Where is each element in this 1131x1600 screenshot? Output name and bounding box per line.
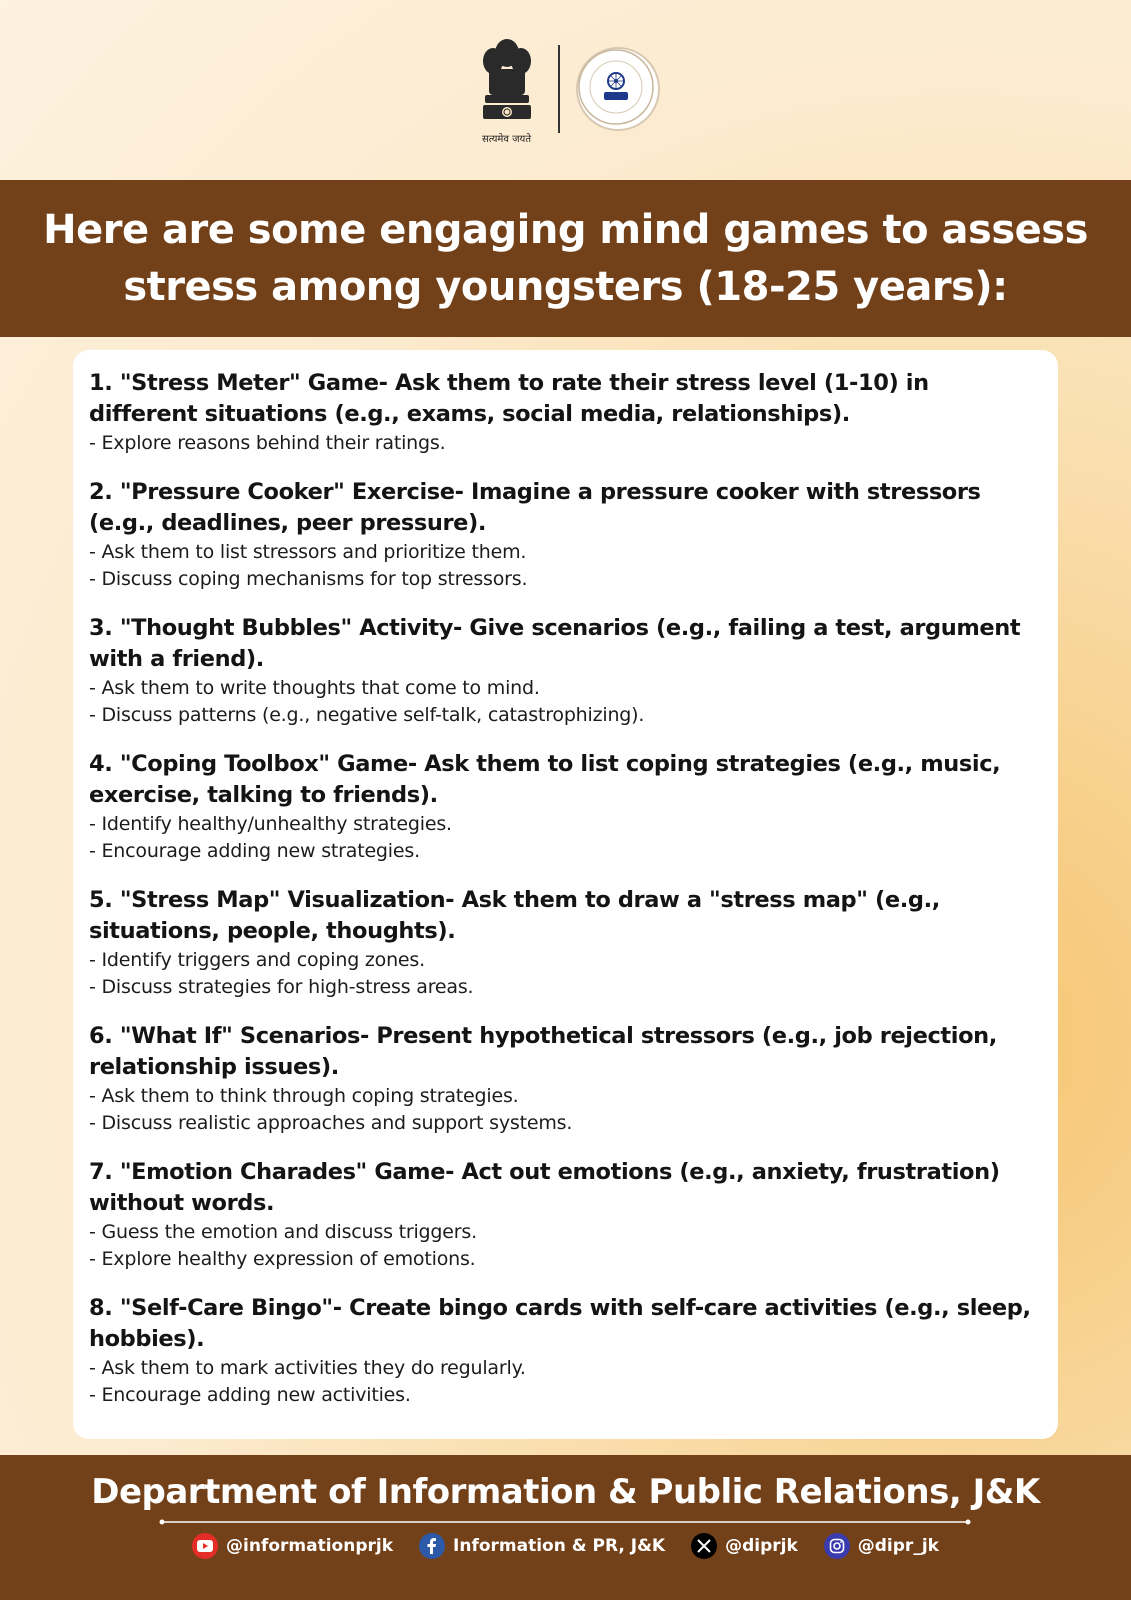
footer-divider (0, 1517, 1131, 1527)
x-icon (691, 1533, 717, 1559)
social-label: Information & PR, J&K (453, 1536, 666, 1556)
footer (0, 1455, 1131, 1600)
social-facebook[interactable] (419, 1533, 665, 1559)
list-item (89, 1293, 1042, 1409)
list-item (89, 749, 1042, 865)
national-emblem (472, 33, 542, 145)
social-label: @diprjk (725, 1536, 798, 1556)
social-x[interactable] (691, 1533, 798, 1559)
item-point: - Ask them to mark activities they do regularly. (89, 1357, 526, 1379)
social-instagram[interactable] (824, 1533, 939, 1559)
item-title: 4. "Coping Toolbox" Game- Ask them to list coping strategies (e.g., music, exercise, talking to friends). (89, 751, 1001, 808)
youtube-icon (192, 1533, 218, 1559)
item-title: 5. "Stress Map" Visualization- Ask them to draw a "stress map" (e.g., situations, people, thoughts). (89, 887, 940, 944)
item-title: 1. "Stress Meter" Game- Ask them to rate their stress level (1-10) in different situations (e.g., exams, social media, relationships). (89, 370, 929, 427)
item-point: - Discuss realistic approaches and support systems. (89, 1112, 573, 1134)
item-title: 7. "Emotion Charades" Game- Act out emotions (e.g., anxiety, frustration) without words. (89, 1159, 1000, 1216)
page-title: Here are some engaging mind games to assess stress among youngsters (18-25 years): (43, 206, 1088, 310)
social-label: @informationprjk (226, 1536, 394, 1556)
facebook-icon (419, 1533, 445, 1559)
games-card (73, 350, 1058, 1439)
logo-divider (558, 45, 560, 133)
list-item (89, 1021, 1042, 1137)
item-title: 2. "Pressure Cooker" Exercise- Imagine a pressure cooker with stressors (e.g., deadlines, peer pressure). (89, 479, 981, 536)
item-title: 6. "What If" Scenarios- Present hypothetical stressors (e.g., job rejection, relationship issues). (89, 1023, 997, 1080)
social-label: @dipr_jk (857, 1536, 939, 1556)
item-point: - Ask them to think through coping strategies. (89, 1085, 519, 1107)
title-banner (0, 180, 1131, 337)
item-point: - Identify triggers and coping zones. (89, 949, 425, 971)
list-item (89, 368, 1042, 457)
department-name: Department of Information & Public Relations, J&K (91, 1472, 1040, 1512)
list-item (89, 613, 1042, 729)
item-point: - Encourage adding new activities. (89, 1384, 411, 1406)
social-links (0, 1533, 1131, 1559)
item-title: 3. "Thought Bubbles" Activity- Give scenarios (e.g., failing a test, argument with a friend). (89, 615, 1021, 672)
emblem-caption: सत्यमेव जयते (481, 134, 532, 145)
item-point: - Ask them to list stressors and prioritize them. (89, 541, 527, 563)
item-point: - Explore reasons behind their ratings. (89, 432, 446, 454)
item-point: - Guess the emotion and discuss triggers. (89, 1221, 477, 1243)
item-point: - Explore healthy expression of emotions. (89, 1248, 476, 1270)
item-point: - Discuss strategies for high-stress areas. (89, 976, 474, 998)
social-youtube[interactable] (192, 1533, 393, 1559)
item-point: - Identify healthy/unhealthy strategies. (89, 813, 452, 835)
lion-capital-icon (475, 33, 539, 129)
item-point: - Discuss patterns (e.g., negative self-talk, catastrophizing). (89, 704, 645, 726)
item-point: - Encourage adding new strategies. (89, 840, 420, 862)
item-point: - Ask them to write thoughts that come to mind. (89, 677, 540, 699)
item-point: - Discuss coping mechanisms for top stressors. (89, 568, 528, 590)
header-logos (0, 34, 1131, 144)
list-item (89, 1157, 1042, 1273)
dipr-seal-icon (576, 47, 656, 127)
list-item (89, 885, 1042, 1001)
instagram-icon (824, 1533, 850, 1559)
item-title: 8. "Self-Care Bingo"- Create bingo cards with self-care activities (e.g., sleep, hobbies). (89, 1295, 1031, 1352)
dipr-logo (576, 47, 660, 131)
list-item (89, 477, 1042, 593)
